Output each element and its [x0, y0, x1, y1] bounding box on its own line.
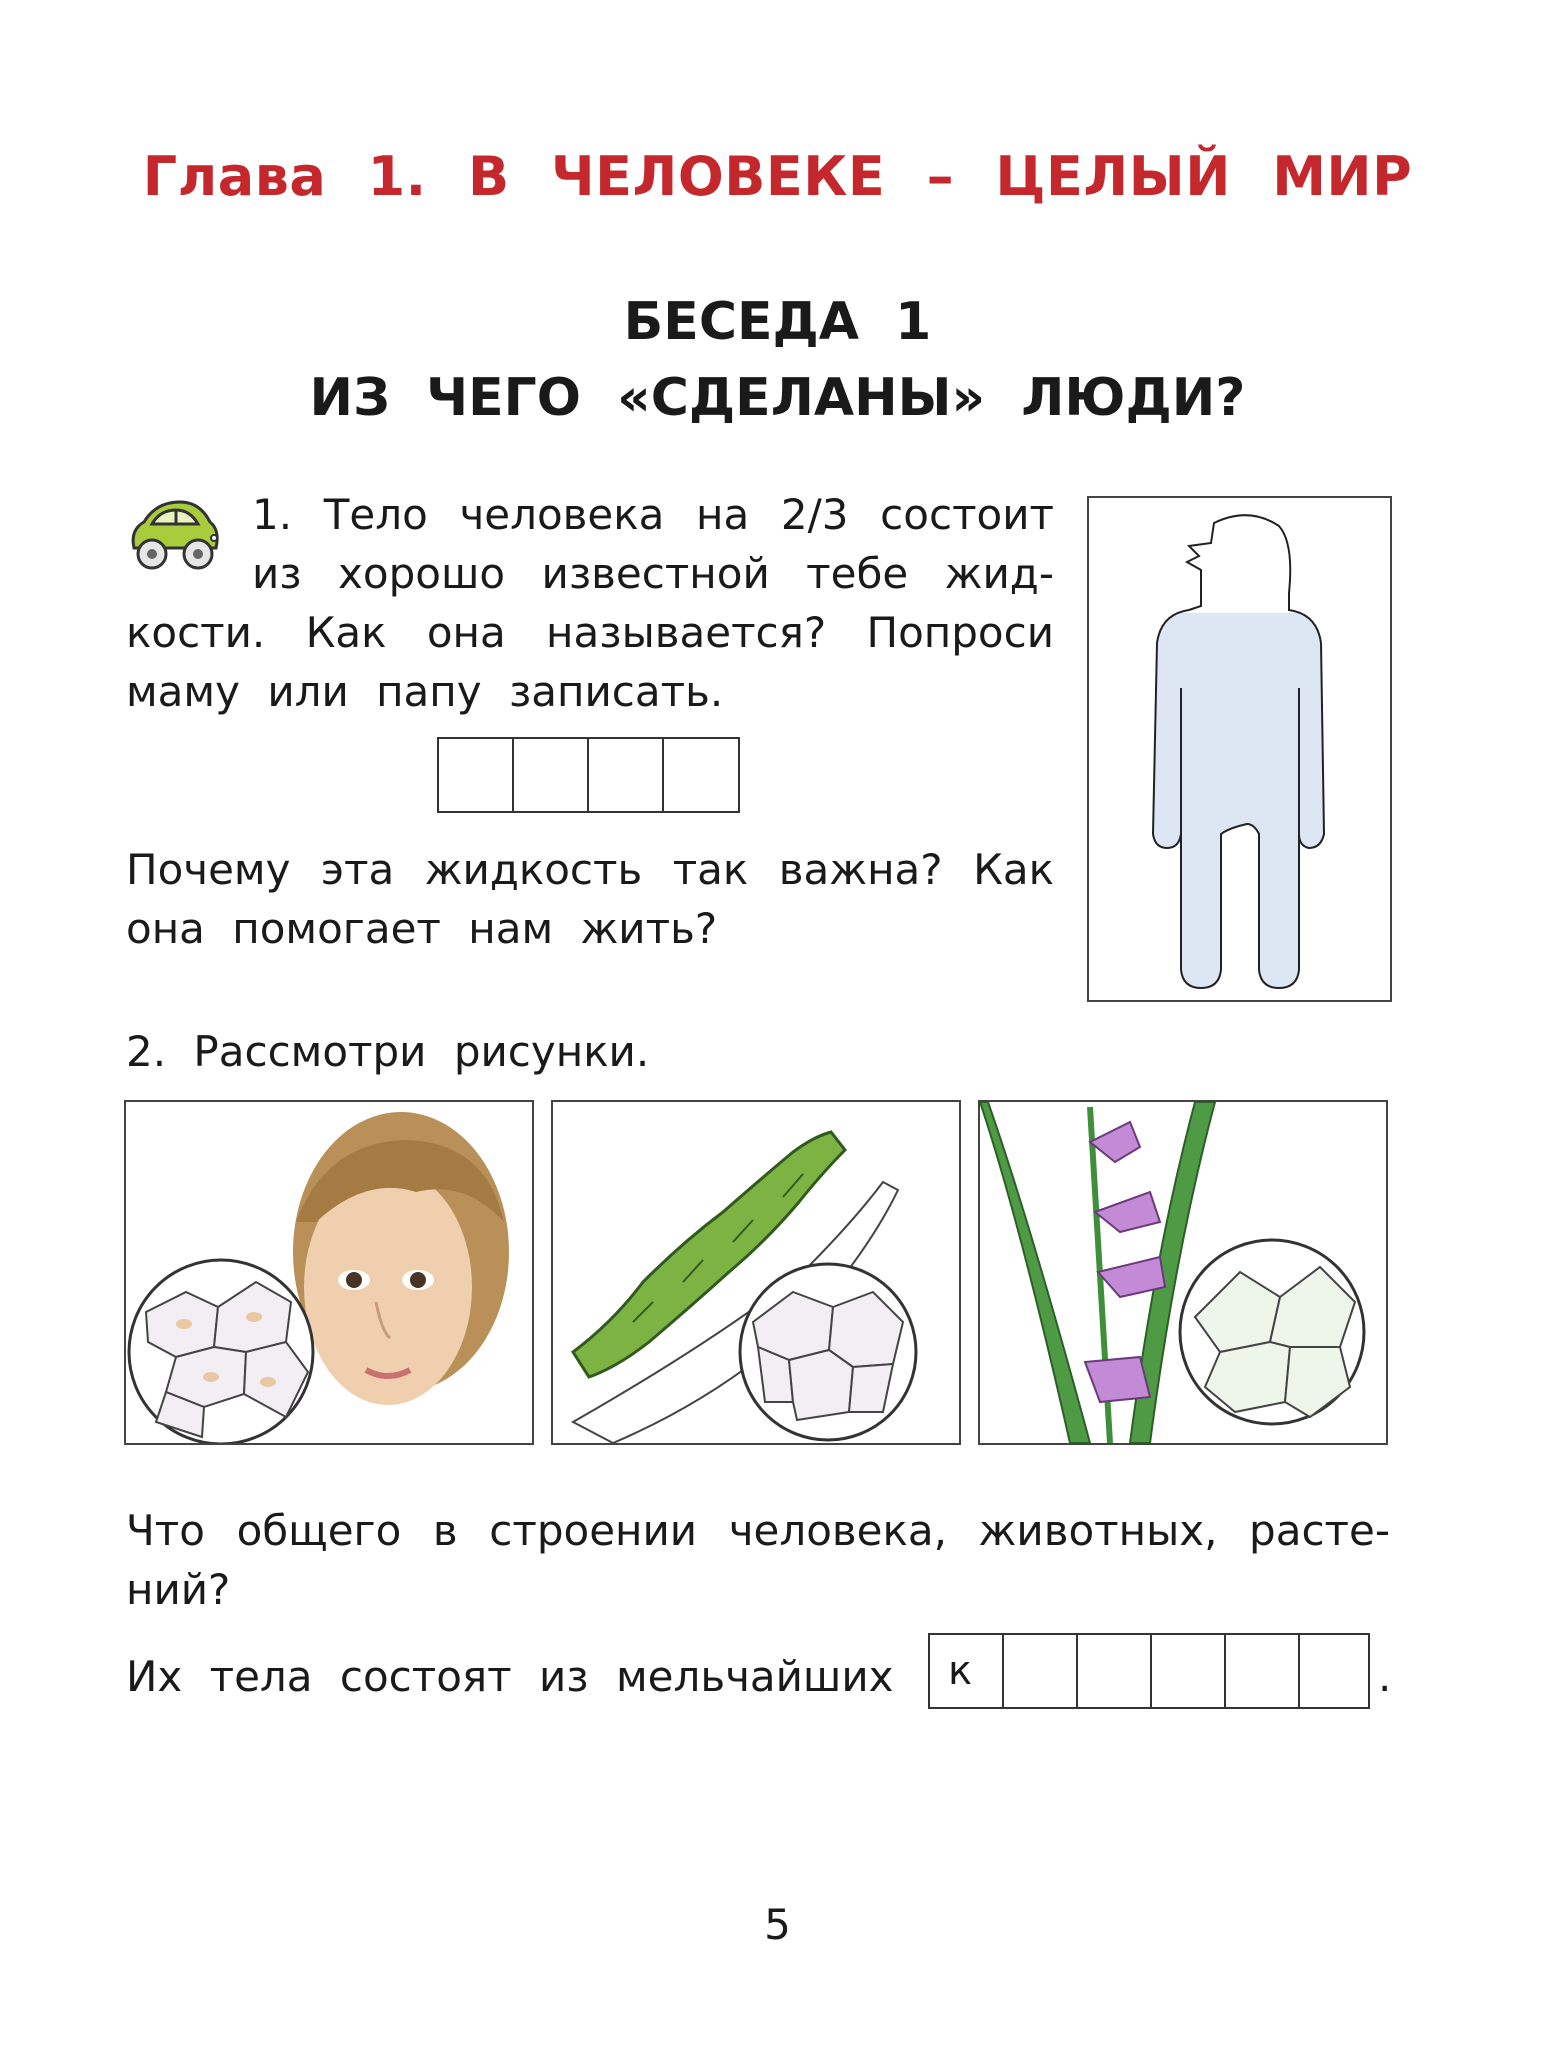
gladiolus-with-cells [980, 1102, 1386, 1443]
chapter-title: Глава 1. В ЧЕЛОВЕКЕ – ЦЕЛЫЙ МИР [142, 145, 1413, 208]
page-number: 5 [764, 1900, 791, 1949]
task1-intro [252, 485, 1054, 603]
child-picture [124, 1100, 534, 1445]
answer-period: . [1378, 1652, 1392, 1701]
task1-continued [126, 603, 1054, 721]
answer-prefix: Их тела состоят из мельчайших [126, 1652, 894, 1701]
answer-cell[interactable] [439, 739, 514, 811]
question-line: Что общего в строении человека, животных, расте- [126, 1506, 1390, 1555]
flower-picture [978, 1100, 1388, 1445]
answer-cell[interactable]: к [930, 1635, 1004, 1707]
lesson-title: ИЗ ЧЕГО «СДЕЛАНЫ» ЛЮДИ? [309, 368, 1246, 428]
human-body-figure [1087, 496, 1392, 1002]
task1-line: из хорошо известной тебе жид- [252, 549, 1054, 598]
child-face-with-cells [126, 1102, 532, 1443]
answer-cell[interactable] [664, 739, 738, 811]
task2-question [126, 1501, 1390, 1619]
answer-box-liquid[interactable] [437, 737, 740, 813]
caterpillar-with-cells [553, 1102, 959, 1443]
task2-answer-prompt [126, 1647, 926, 1706]
task1-line: 1. Тело человека на 2/3 состоит [252, 490, 1054, 539]
answer-cell[interactable] [1300, 1635, 1368, 1707]
answer-cell[interactable] [1226, 1635, 1300, 1707]
task1-line: маму или папу записать. [126, 667, 724, 716]
question-line: она помогает нам жить? [126, 904, 718, 953]
answer-box-cells[interactable] [928, 1633, 1370, 1709]
caterpillar-picture [551, 1100, 961, 1445]
task1-line: кости. Как она называется? Попроси [126, 608, 1054, 657]
answer-cell[interactable] [1152, 1635, 1226, 1707]
human-body-silhouette [1089, 498, 1390, 1000]
answer-cell[interactable] [1078, 1635, 1152, 1707]
lesson-number: БЕСЕДА 1 [623, 292, 932, 352]
answer-cell[interactable] [1004, 1635, 1078, 1707]
task2-heading [126, 1022, 826, 1081]
task2-heading-text: 2. Рассмотри рисунки. [126, 1027, 650, 1076]
question-line: Почему эта жидкость так важна? Как [126, 845, 1054, 894]
car-icon [126, 492, 222, 574]
task1-question [126, 840, 1054, 958]
answer-cell[interactable] [514, 739, 589, 811]
answer-cell[interactable] [589, 739, 664, 811]
question-line: ний? [126, 1565, 231, 1614]
